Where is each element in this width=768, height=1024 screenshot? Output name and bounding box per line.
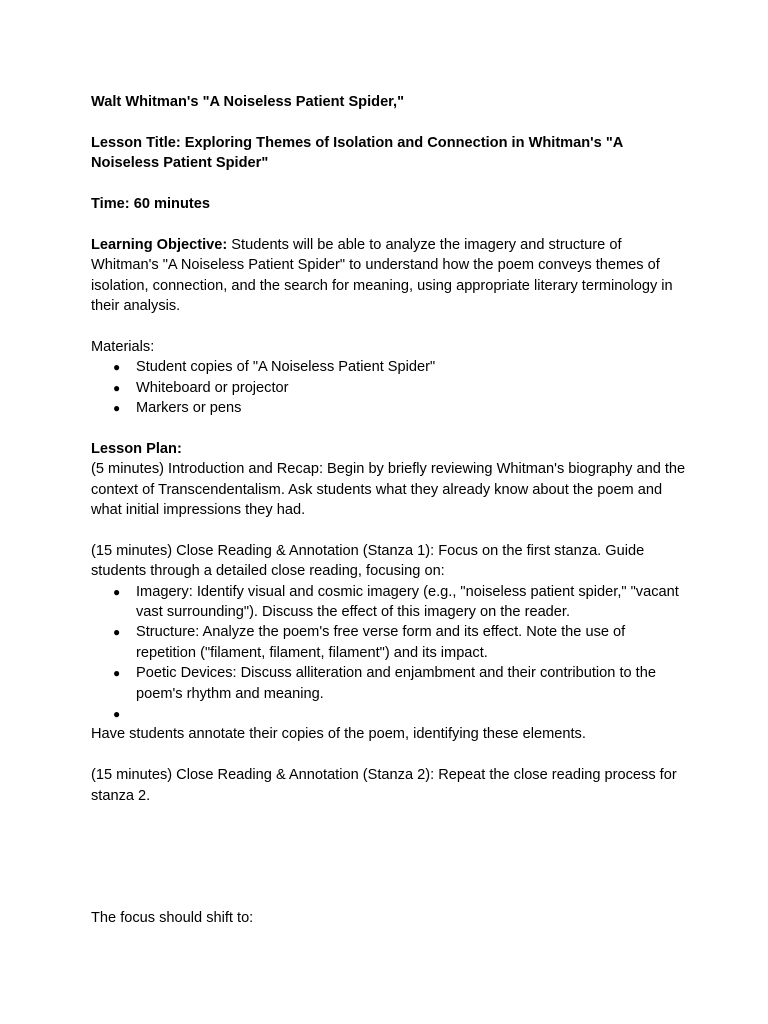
spacer	[91, 316, 686, 336]
list-item-text: Structure: Analyze the poem's free verse form and its effect. Note the use of repetition ("filament, filament, filament") and its impact.	[136, 624, 626, 661]
bullet-icon: ●	[113, 360, 121, 375]
list-item	[91, 622, 686, 663]
list-item	[91, 704, 686, 724]
materials-list	[91, 357, 686, 418]
list-item	[91, 398, 686, 418]
lesson-time: Time: 60 minutes	[91, 196, 210, 212]
stanza1-points-list	[91, 582, 686, 725]
focus-shift: The focus should shift to:	[91, 910, 254, 927]
spacer	[91, 418, 686, 438]
spacer	[91, 520, 686, 540]
annotate-instruction: Have students annotate their copies of the poem, identifying these elements.	[91, 726, 586, 743]
spacer	[91, 745, 686, 765]
list-item-text: Whiteboard or projector	[136, 379, 289, 396]
intro-step: (5 minutes) Introduction and Recap: Begin by briefly reviewing Whitman's biography and the context of Transcendentalism. Ask students what they already know about the poem and what initial impressions they had.	[91, 461, 686, 519]
document-header: Walt Whitman's "A Noiseless Patient Spider,"	[91, 94, 405, 110]
lesson-plan-label: Lesson Plan:	[91, 440, 182, 457]
bullet-icon: ●	[113, 380, 121, 395]
bullet-icon: ●	[113, 625, 121, 640]
list-item-text: Markers or pens	[136, 400, 242, 417]
bullet-icon: ●	[113, 401, 121, 416]
learning-objective-text: Students will be able to analyze the imagery and structure of Whitman's "A Noiseless Patient Spider" to understand how the poem conveys themes of isolation, connection, and the search for meaning, using appropriate literary terminology in their analysis.	[91, 236, 673, 315]
list-item	[91, 357, 686, 377]
lesson-title: Lesson Title: Exploring Themes of Isolation and Connection in Whitman's "A Noiseless Patient Spider"	[91, 134, 623, 172]
list-item	[91, 378, 686, 398]
materials-label: Materials:	[91, 338, 155, 355]
stanza1-step: (15 minutes) Close Reading & Annotation (Stanza 1): Focus on the first stanza. Guide students through a detailed close reading, focusing on:	[91, 542, 645, 580]
list-item-text: Poetic Devices: Discuss alliteration and enjambment and their contribution to the poem's rhythm and meaning.	[136, 665, 656, 702]
stanza2-step: (15 minutes) Close Reading & Annotation (Stanza 2): Repeat the close reading process for stanza 2.	[91, 767, 677, 804]
spacer	[91, 112, 686, 132]
bullet-icon: ●	[113, 707, 121, 722]
list-item-text: Imagery: Identify visual and cosmic imagery (e.g., "noiseless patient spider," "vacant vast surrounding"). Discuss the effect of this imagery on the reader.	[136, 583, 679, 621]
list-item	[91, 582, 686, 623]
learning-objective-label: Learning Objective:	[91, 236, 228, 253]
list-item	[91, 663, 686, 704]
spacer	[91, 174, 686, 194]
bullet-icon: ●	[113, 666, 121, 681]
bullet-icon: ●	[113, 584, 121, 599]
list-item-text: Student copies of "A Noiseless Patient Spider"	[136, 359, 436, 376]
learning-objective	[91, 235, 686, 317]
spacer	[91, 214, 686, 234]
document-page	[91, 92, 686, 929]
spacer	[91, 806, 686, 908]
